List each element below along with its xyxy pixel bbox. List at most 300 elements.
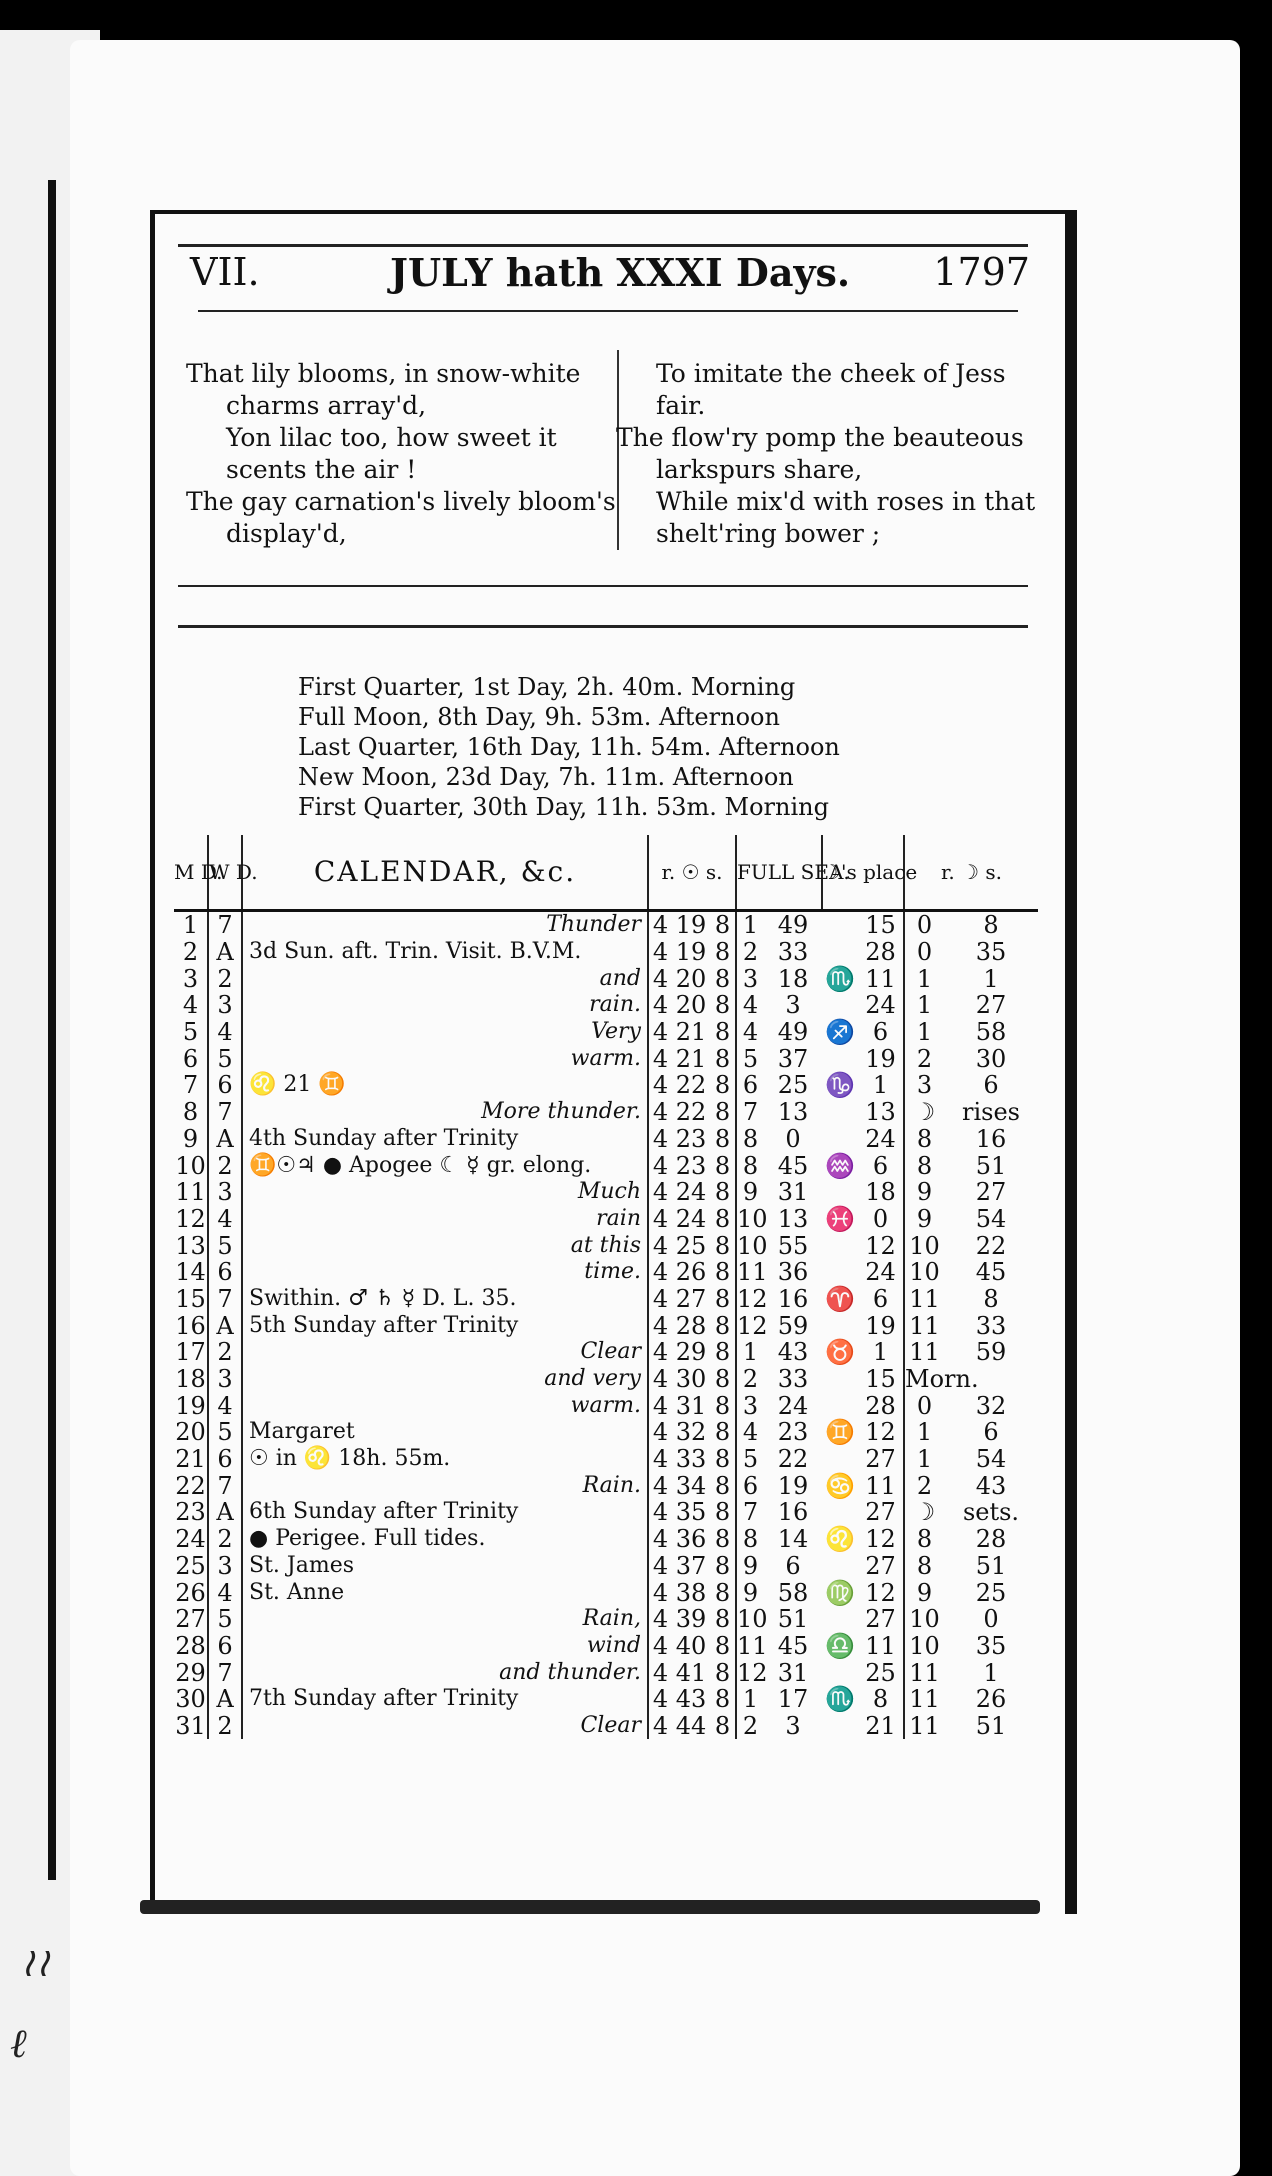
row-moon-sign	[822, 1232, 858, 1259]
row-moon-degree: 11	[865, 1471, 896, 1500]
row-full-sea-min: 23	[777, 1418, 809, 1447]
facing-page-rule	[48, 180, 56, 1880]
row-sunrise-hour: 4	[648, 1339, 672, 1366]
row-moon-rs-hour: ☽	[904, 1099, 944, 1126]
row-calendar-entry: ♊☉♃ ● Apogee ☾ ☿ gr. elong.	[242, 1152, 648, 1179]
row-moon-sign: ♒	[825, 1151, 855, 1180]
row-sunset-hour: 8	[714, 1338, 731, 1367]
row-sunset-hour: 8	[714, 1124, 731, 1153]
row-sunrise-min: 21	[675, 1044, 707, 1073]
row-week-day: 4	[208, 1392, 242, 1419]
row-moon-sign: ♉	[825, 1338, 855, 1367]
row-sunset-hour: 8	[714, 938, 731, 967]
row-moon-rs-min: 43	[975, 1471, 1007, 1500]
row-full-sea-hour: 8	[736, 1526, 764, 1553]
table-row	[174, 1126, 1038, 1153]
row-moon-sign: ♓	[825, 1204, 855, 1233]
row-sunrise-min: 25	[675, 1231, 707, 1260]
row-full-sea-hour: 4	[736, 1019, 764, 1046]
row-sunrise-hour: 4	[648, 1392, 672, 1419]
row-moon-rs-min: 30	[975, 1044, 1007, 1073]
row-full-sea-hour: 10	[737, 1231, 768, 1260]
row-calendar-entry: 3d Sun. aft. Trin. Visit. B.V.M.	[242, 939, 648, 966]
poem-rule-1	[178, 585, 1028, 587]
table-row	[174, 992, 1038, 1019]
row-sunrise-hour: 4	[648, 1072, 672, 1099]
table-row	[174, 1206, 1038, 1233]
row-full-sea-hour: 1	[736, 1339, 764, 1366]
row-sunrise-hour: 4	[648, 1152, 672, 1179]
row-moon-degree: 0	[872, 1204, 889, 1233]
row-calendar-entry: Thunder	[242, 911, 648, 939]
row-sunset-hour: 8	[714, 991, 731, 1020]
row-sunrise-min: 24	[675, 1178, 707, 1207]
row-moon-rs-min: 54	[975, 1445, 1007, 1474]
row-moon-rs-hour: 10	[904, 1633, 944, 1660]
row-week-day: A	[208, 1126, 242, 1153]
row-month-day: 15	[175, 1284, 206, 1313]
row-sunrise-hour: 4	[648, 1579, 672, 1606]
table-row	[174, 1072, 1038, 1099]
moon-phase-line: New Moon, 23d Day, 7h. 11m. Afternoon	[298, 763, 794, 791]
row-moon-rs-hour: 2	[904, 1045, 944, 1072]
row-sunrise-hour: 4	[648, 1499, 672, 1526]
row-sunrise-hour: 4	[648, 1606, 672, 1633]
row-full-sea-hour: 2	[736, 1713, 764, 1740]
row-calendar-entry: Rain,	[242, 1606, 648, 1633]
moon-phases	[298, 672, 840, 822]
row-full-sea-hour: 4	[736, 1419, 764, 1446]
header-calendar: CALENDAR, &c.	[242, 835, 648, 911]
row-sunrise-min: 37	[675, 1551, 707, 1580]
row-full-sea-min: 43	[777, 1338, 809, 1367]
row-full-sea-min: 59	[777, 1311, 809, 1340]
row-month-day: 3	[182, 964, 199, 993]
row-sunrise-hour: 4	[648, 1686, 672, 1713]
row-month-day: 7	[182, 1071, 199, 1100]
poem-left-line: The gay carnation's lively bloom's	[186, 487, 616, 516]
row-moon-sign	[822, 1366, 858, 1393]
row-full-sea-min: 49	[777, 911, 809, 940]
row-moon-rs-min: 28	[975, 1525, 1007, 1554]
row-calendar-entry: wind	[242, 1633, 648, 1660]
row-moon-sign	[822, 1126, 858, 1153]
header-bottom-rule	[198, 310, 1018, 312]
row-month-day: 14	[175, 1258, 206, 1287]
calendar-table	[174, 835, 1038, 1739]
year: 1797	[933, 250, 1030, 294]
row-week-day: 3	[208, 992, 242, 1019]
row-full-sea-min: 14	[777, 1525, 809, 1554]
row-sunrise-min: 39	[675, 1605, 707, 1634]
row-moon-sign	[822, 1179, 858, 1206]
row-sunrise-min: 30	[675, 1365, 707, 1394]
row-full-sea-min: 45	[777, 1151, 809, 1180]
row-moon-sign	[822, 1553, 858, 1580]
row-sunrise-hour: 4	[648, 1659, 672, 1686]
row-moon-rs-hour: 0	[904, 911, 944, 939]
row-moon-sign	[822, 1446, 858, 1473]
row-full-sea-min: 31	[777, 1658, 809, 1687]
row-calendar-entry: time.	[242, 1259, 648, 1286]
row-full-sea-min: 3	[785, 991, 801, 1020]
row-moon-degree: 13	[865, 1098, 896, 1127]
row-month-day: 9	[182, 1124, 199, 1153]
row-moon-rs-hour: 11	[904, 1312, 944, 1339]
row-full-sea-hour: 9	[736, 1579, 764, 1606]
table-row	[174, 1579, 1038, 1606]
poem-left-line: Yon lilac too, how sweet it	[226, 423, 557, 452]
row-moon-rs-min: 8	[983, 1284, 999, 1313]
row-sunset-hour: 8	[714, 1071, 731, 1100]
row-week-day: 5	[208, 1045, 242, 1072]
row-sunrise-min: 27	[675, 1284, 707, 1313]
row-sunset-hour: 8	[714, 1471, 731, 1500]
row-week-day: 6	[208, 1446, 242, 1473]
row-moon-rs-min: 54	[975, 1204, 1007, 1233]
row-sunset-hour: 8	[714, 1231, 731, 1260]
row-sunrise-hour: 4	[648, 911, 672, 939]
row-sunset-hour: 8	[714, 1631, 731, 1660]
table-row	[174, 1446, 1038, 1473]
row-calendar-entry: Much	[242, 1179, 648, 1206]
row-moon-rs-min: 35	[975, 1631, 1007, 1660]
row-week-day: 7	[208, 1472, 242, 1499]
row-week-day: 2	[208, 1526, 242, 1553]
row-sunrise-min: 22	[675, 1071, 707, 1100]
row-moon-rs-hour: 2	[904, 1472, 944, 1499]
header-sun: r. ☉ s.	[648, 835, 736, 911]
row-moon-rs-hour: 1	[904, 965, 944, 992]
row-sunset-hour: 8	[714, 1204, 731, 1233]
row-sunset-hour: 8	[714, 1044, 731, 1073]
row-week-day: 2	[208, 965, 242, 992]
poem-left-line: display'd,	[226, 519, 347, 548]
row-moon-sign: ♎	[825, 1631, 855, 1660]
row-full-sea-hour: 7	[736, 1499, 764, 1526]
row-calendar-entry: 6th Sunday after Trinity	[242, 1499, 648, 1526]
row-sunrise-min: 34	[675, 1471, 707, 1500]
row-sunset-hour: 8	[714, 1551, 731, 1580]
row-moon-degree: 27	[865, 1605, 896, 1634]
row-moon-degree: 24	[865, 991, 896, 1020]
row-sunrise-min: 19	[675, 938, 707, 967]
row-calendar-entry: ● Perigee. Full tides.	[242, 1526, 648, 1553]
poem-right-line: The flow'ry pomp the beauteous	[616, 423, 1024, 452]
row-week-day: 5	[208, 1606, 242, 1633]
row-month-day: 18	[175, 1365, 206, 1394]
row-week-day: A	[208, 939, 242, 966]
row-moon-degree: 18	[865, 1178, 896, 1207]
row-moon-sign	[822, 1259, 858, 1286]
row-sunrise-hour: 4	[648, 1045, 672, 1072]
row-full-sea-hour: 7	[736, 1099, 764, 1126]
row-sunset-hour: 8	[714, 1391, 731, 1420]
row-calendar-entry: Swithin. ♂ ♄ ☿ D. L. 35.	[242, 1286, 648, 1313]
row-calendar-entry: Clear	[242, 1339, 648, 1366]
row-month-day: 20	[175, 1418, 206, 1447]
row-sunrise-min: 38	[675, 1578, 707, 1607]
row-moon-rs-min: 51	[975, 1151, 1007, 1180]
table-row	[174, 1686, 1038, 1713]
row-sunset-hour: 8	[714, 1605, 731, 1634]
row-sunrise-hour: 4	[648, 965, 672, 992]
table-row	[174, 1152, 1038, 1179]
row-moon-rs-hour: 8	[904, 1152, 944, 1179]
row-sunset-hour: 8	[714, 1685, 731, 1714]
row-moon-sign	[822, 911, 858, 939]
row-week-day: 4	[208, 1019, 242, 1046]
row-week-day: 3	[208, 1553, 242, 1580]
poem-right-line: larkspurs share,	[656, 455, 863, 484]
row-moon-rs-min: 35	[975, 938, 1007, 967]
row-full-sea-hour: 2	[736, 1366, 764, 1393]
row-full-sea-min: 18	[777, 964, 809, 993]
row-moon-sign	[822, 1099, 858, 1126]
row-full-sea-min: 25	[777, 1071, 809, 1100]
row-moon-rs-min: 27	[975, 991, 1007, 1020]
row-calendar-entry: ☉ in ♌ 18h. 55m.	[242, 1446, 648, 1473]
row-moon-rs-min: 51	[975, 1711, 1007, 1740]
row-month-day: 31	[175, 1711, 206, 1740]
row-moon-degree: 24	[865, 1124, 896, 1153]
row-sunset-hour: 8	[714, 1578, 731, 1607]
row-month-day: 4	[182, 991, 199, 1020]
row-full-sea-min: 31	[777, 1178, 809, 1207]
row-full-sea-hour: 6	[736, 1472, 764, 1499]
row-moon-degree: 24	[865, 1258, 896, 1287]
row-moon-sign: ♌	[825, 1525, 855, 1554]
row-sunrise-min: 33	[675, 1445, 707, 1474]
row-sunrise-min: 44	[675, 1711, 707, 1740]
row-month-day: 8	[182, 1098, 199, 1127]
row-month-day: 30	[175, 1685, 206, 1714]
row-week-day: 7	[208, 1286, 242, 1313]
row-moon-degree: 19	[865, 1044, 896, 1073]
row-calendar-entry: and thunder.	[242, 1659, 648, 1686]
row-sunrise-min: 40	[675, 1631, 707, 1660]
row-calendar-entry: 5th Sunday after Trinity	[242, 1312, 648, 1339]
row-full-sea-hour: 3	[736, 1392, 764, 1419]
table-row	[174, 1286, 1038, 1313]
row-moon-sign	[822, 1499, 858, 1526]
row-moon-degree: 6	[872, 1018, 889, 1047]
row-sunrise-hour: 4	[648, 1179, 672, 1206]
row-calendar-entry: 4th Sunday after Trinity	[242, 1126, 648, 1153]
month-title: JULY hath XXXI Days.	[390, 250, 851, 295]
row-moon-rs-hour: 1	[904, 1446, 944, 1473]
row-moon-degree: 28	[865, 938, 896, 967]
row-calendar-entry: St. James	[242, 1553, 648, 1580]
table-row	[174, 1019, 1038, 1046]
header-wd: W D.	[208, 835, 242, 911]
poem-right-line: While mix'd with roses in that	[656, 487, 1036, 516]
table-row	[174, 1099, 1038, 1126]
row-week-day: A	[208, 1499, 242, 1526]
row-full-sea-hour: 8	[736, 1152, 764, 1179]
row-sunrise-hour: 4	[648, 1286, 672, 1313]
row-moon-degree: 15	[865, 911, 896, 940]
row-moon-rs-min: 16	[975, 1124, 1007, 1153]
row-sunrise-min: 19	[675, 911, 707, 940]
row-moon-sign: ♏	[825, 964, 855, 993]
row-sunset-hour: 8	[714, 1711, 731, 1740]
table-row	[174, 1339, 1038, 1366]
row-sunrise-min: 26	[675, 1258, 707, 1287]
row-sunrise-min: 28	[675, 1311, 707, 1340]
row-full-sea-min: 45	[777, 1631, 809, 1660]
moon-phase-line: Last Quarter, 16th Day, 11h. 54m. Afternoon	[298, 733, 840, 761]
row-month-day: 1	[182, 911, 199, 940]
row-moon-degree: 6	[872, 1284, 889, 1313]
row-moon-sign: ♑	[825, 1071, 855, 1100]
row-sunrise-hour: 4	[648, 1312, 672, 1339]
row-sunrise-hour: 4	[648, 1366, 672, 1393]
row-moon-sign: ♋	[825, 1471, 855, 1500]
row-sunrise-min: 24	[675, 1204, 707, 1233]
row-full-sea-hour: 9	[736, 1179, 764, 1206]
row-moon-rs-hour: 8	[904, 1553, 944, 1580]
table-row	[174, 1606, 1038, 1633]
row-moon-degree: 1	[872, 1071, 889, 1100]
row-moon-rs-min: sets.	[962, 1498, 1020, 1527]
table-row	[174, 1472, 1038, 1499]
poem-left-line: That lily blooms, in snow-white	[186, 359, 581, 388]
row-moon-rs-min: 0	[983, 1605, 999, 1634]
row-moon-sign	[822, 1713, 858, 1740]
row-sunrise-hour: 4	[648, 1526, 672, 1553]
row-sunrise-hour: 4	[648, 992, 672, 1019]
row-moon-rs-min: 1	[983, 1658, 999, 1687]
poem-left-line: scents the air !	[226, 455, 417, 484]
row-sunrise-hour: 4	[648, 1446, 672, 1473]
row-sunset-hour: 8	[714, 964, 731, 993]
row-sunrise-min: 31	[675, 1391, 707, 1420]
poem-right-line: To imitate the cheek of Jess	[656, 359, 1006, 388]
row-moon-sign	[822, 992, 858, 1019]
row-month-day: 17	[175, 1338, 206, 1367]
row-sunrise-hour: 4	[648, 1019, 672, 1046]
row-week-day: 6	[208, 1633, 242, 1660]
row-moon-rs-min: 27	[975, 1178, 1007, 1207]
page-header	[190, 250, 1030, 302]
row-month-day: 6	[182, 1044, 199, 1073]
row-week-day: 4	[208, 1579, 242, 1606]
row-calendar-entry: and	[242, 965, 648, 992]
row-month-day: 21	[175, 1445, 206, 1474]
row-sunset-hour: 8	[714, 1284, 731, 1313]
row-sunset-hour: 8	[714, 911, 731, 940]
row-month-day: 22	[175, 1471, 206, 1500]
row-sunrise-min: 20	[675, 991, 707, 1020]
row-moon-degree: 12	[865, 1418, 896, 1447]
row-moon-rs-hour: 11	[904, 1686, 944, 1713]
table-row	[174, 1633, 1038, 1660]
header-top-rule	[178, 244, 1028, 247]
row-sunrise-hour: 4	[648, 1126, 672, 1153]
table-row	[174, 1179, 1038, 1206]
row-moon-rs-hour: 11	[904, 1286, 944, 1313]
row-sunrise-min: 21	[675, 1018, 707, 1047]
row-month-day: 25	[175, 1551, 206, 1580]
row-moon-degree: 12	[865, 1525, 896, 1554]
table-row	[174, 1232, 1038, 1259]
row-moon-sign	[822, 1312, 858, 1339]
poem-left-line: charms array'd,	[226, 391, 427, 420]
table-row	[174, 1419, 1038, 1446]
header-full-sea: FULL SEA.	[736, 835, 822, 911]
row-moon-degree: 27	[865, 1445, 896, 1474]
row-moon-sign: ♍	[825, 1578, 855, 1607]
row-month-day: 19	[175, 1391, 206, 1420]
row-month-day: 29	[175, 1658, 206, 1687]
header-md: M D.	[174, 835, 208, 911]
row-moon-rs-hour: 11	[904, 1713, 944, 1740]
row-moon-rs-min: 58	[975, 1018, 1007, 1047]
row-sunset-hour: 8	[714, 1151, 731, 1180]
row-week-day: 6	[208, 1072, 242, 1099]
row-moon-rs-min: 26	[975, 1685, 1007, 1714]
row-sunset-hour: 8	[714, 1525, 731, 1554]
row-moon-degree: 6	[872, 1151, 889, 1180]
row-moon-sign: ♏	[825, 1685, 855, 1714]
row-full-sea-min: 0	[785, 1124, 801, 1153]
table-row	[174, 1259, 1038, 1286]
row-sunrise-hour: 4	[648, 1259, 672, 1286]
table-row	[174, 1553, 1038, 1580]
header-moon-rs: r. ☽ s.	[904, 835, 1038, 911]
row-week-day: 4	[208, 1206, 242, 1233]
row-month-day: 11	[175, 1178, 206, 1207]
row-moon-rs-hour: 9	[904, 1179, 944, 1206]
row-week-day: A	[208, 1686, 242, 1713]
row-calendar-entry: rain	[242, 1206, 648, 1233]
row-full-sea-min: 16	[777, 1284, 809, 1313]
table-row	[174, 965, 1038, 992]
row-moon-sign	[822, 1045, 858, 1072]
row-week-day: 2	[208, 1339, 242, 1366]
row-moon-rs-min: 59	[975, 1338, 1007, 1367]
row-calendar-entry: warm.	[242, 1392, 648, 1419]
row-sunset-hour: 8	[714, 1098, 731, 1127]
row-calendar-entry: warm.	[242, 1045, 648, 1072]
row-calendar-entry: Clear	[242, 1713, 648, 1740]
row-moon-rs-hour: 0	[904, 939, 944, 966]
row-moon-sign	[822, 1659, 858, 1686]
row-moon-degree: 19	[865, 1311, 896, 1340]
row-month-day: 10	[175, 1151, 206, 1180]
table-row	[174, 1312, 1038, 1339]
row-full-sea-hour: 1	[736, 1686, 764, 1713]
row-sunrise-hour: 4	[648, 1232, 672, 1259]
row-full-sea-min: 13	[777, 1204, 809, 1233]
row-sunset-hour: 8	[714, 1018, 731, 1047]
row-moon-sign	[822, 1392, 858, 1419]
row-moon-rs-hour: 10	[904, 1606, 944, 1633]
table-row	[174, 1045, 1038, 1072]
row-moon-rs-hour: Morn.	[905, 1365, 979, 1394]
row-moon-rs-hour: 8	[904, 1126, 944, 1153]
row-sunrise-min: 32	[675, 1418, 707, 1447]
row-moon-sign: ♐	[825, 1018, 855, 1047]
row-moon-rs-hour: 3	[904, 1072, 944, 1099]
row-sunrise-hour: 4	[648, 1713, 672, 1740]
row-calendar-entry: at this	[242, 1232, 648, 1259]
row-moon-rs-hour: 0	[904, 1392, 944, 1419]
row-full-sea-hour: 12	[737, 1658, 768, 1687]
row-moon-rs-hour: 9	[904, 1206, 944, 1233]
row-moon-rs-hour: 11	[904, 1339, 944, 1366]
